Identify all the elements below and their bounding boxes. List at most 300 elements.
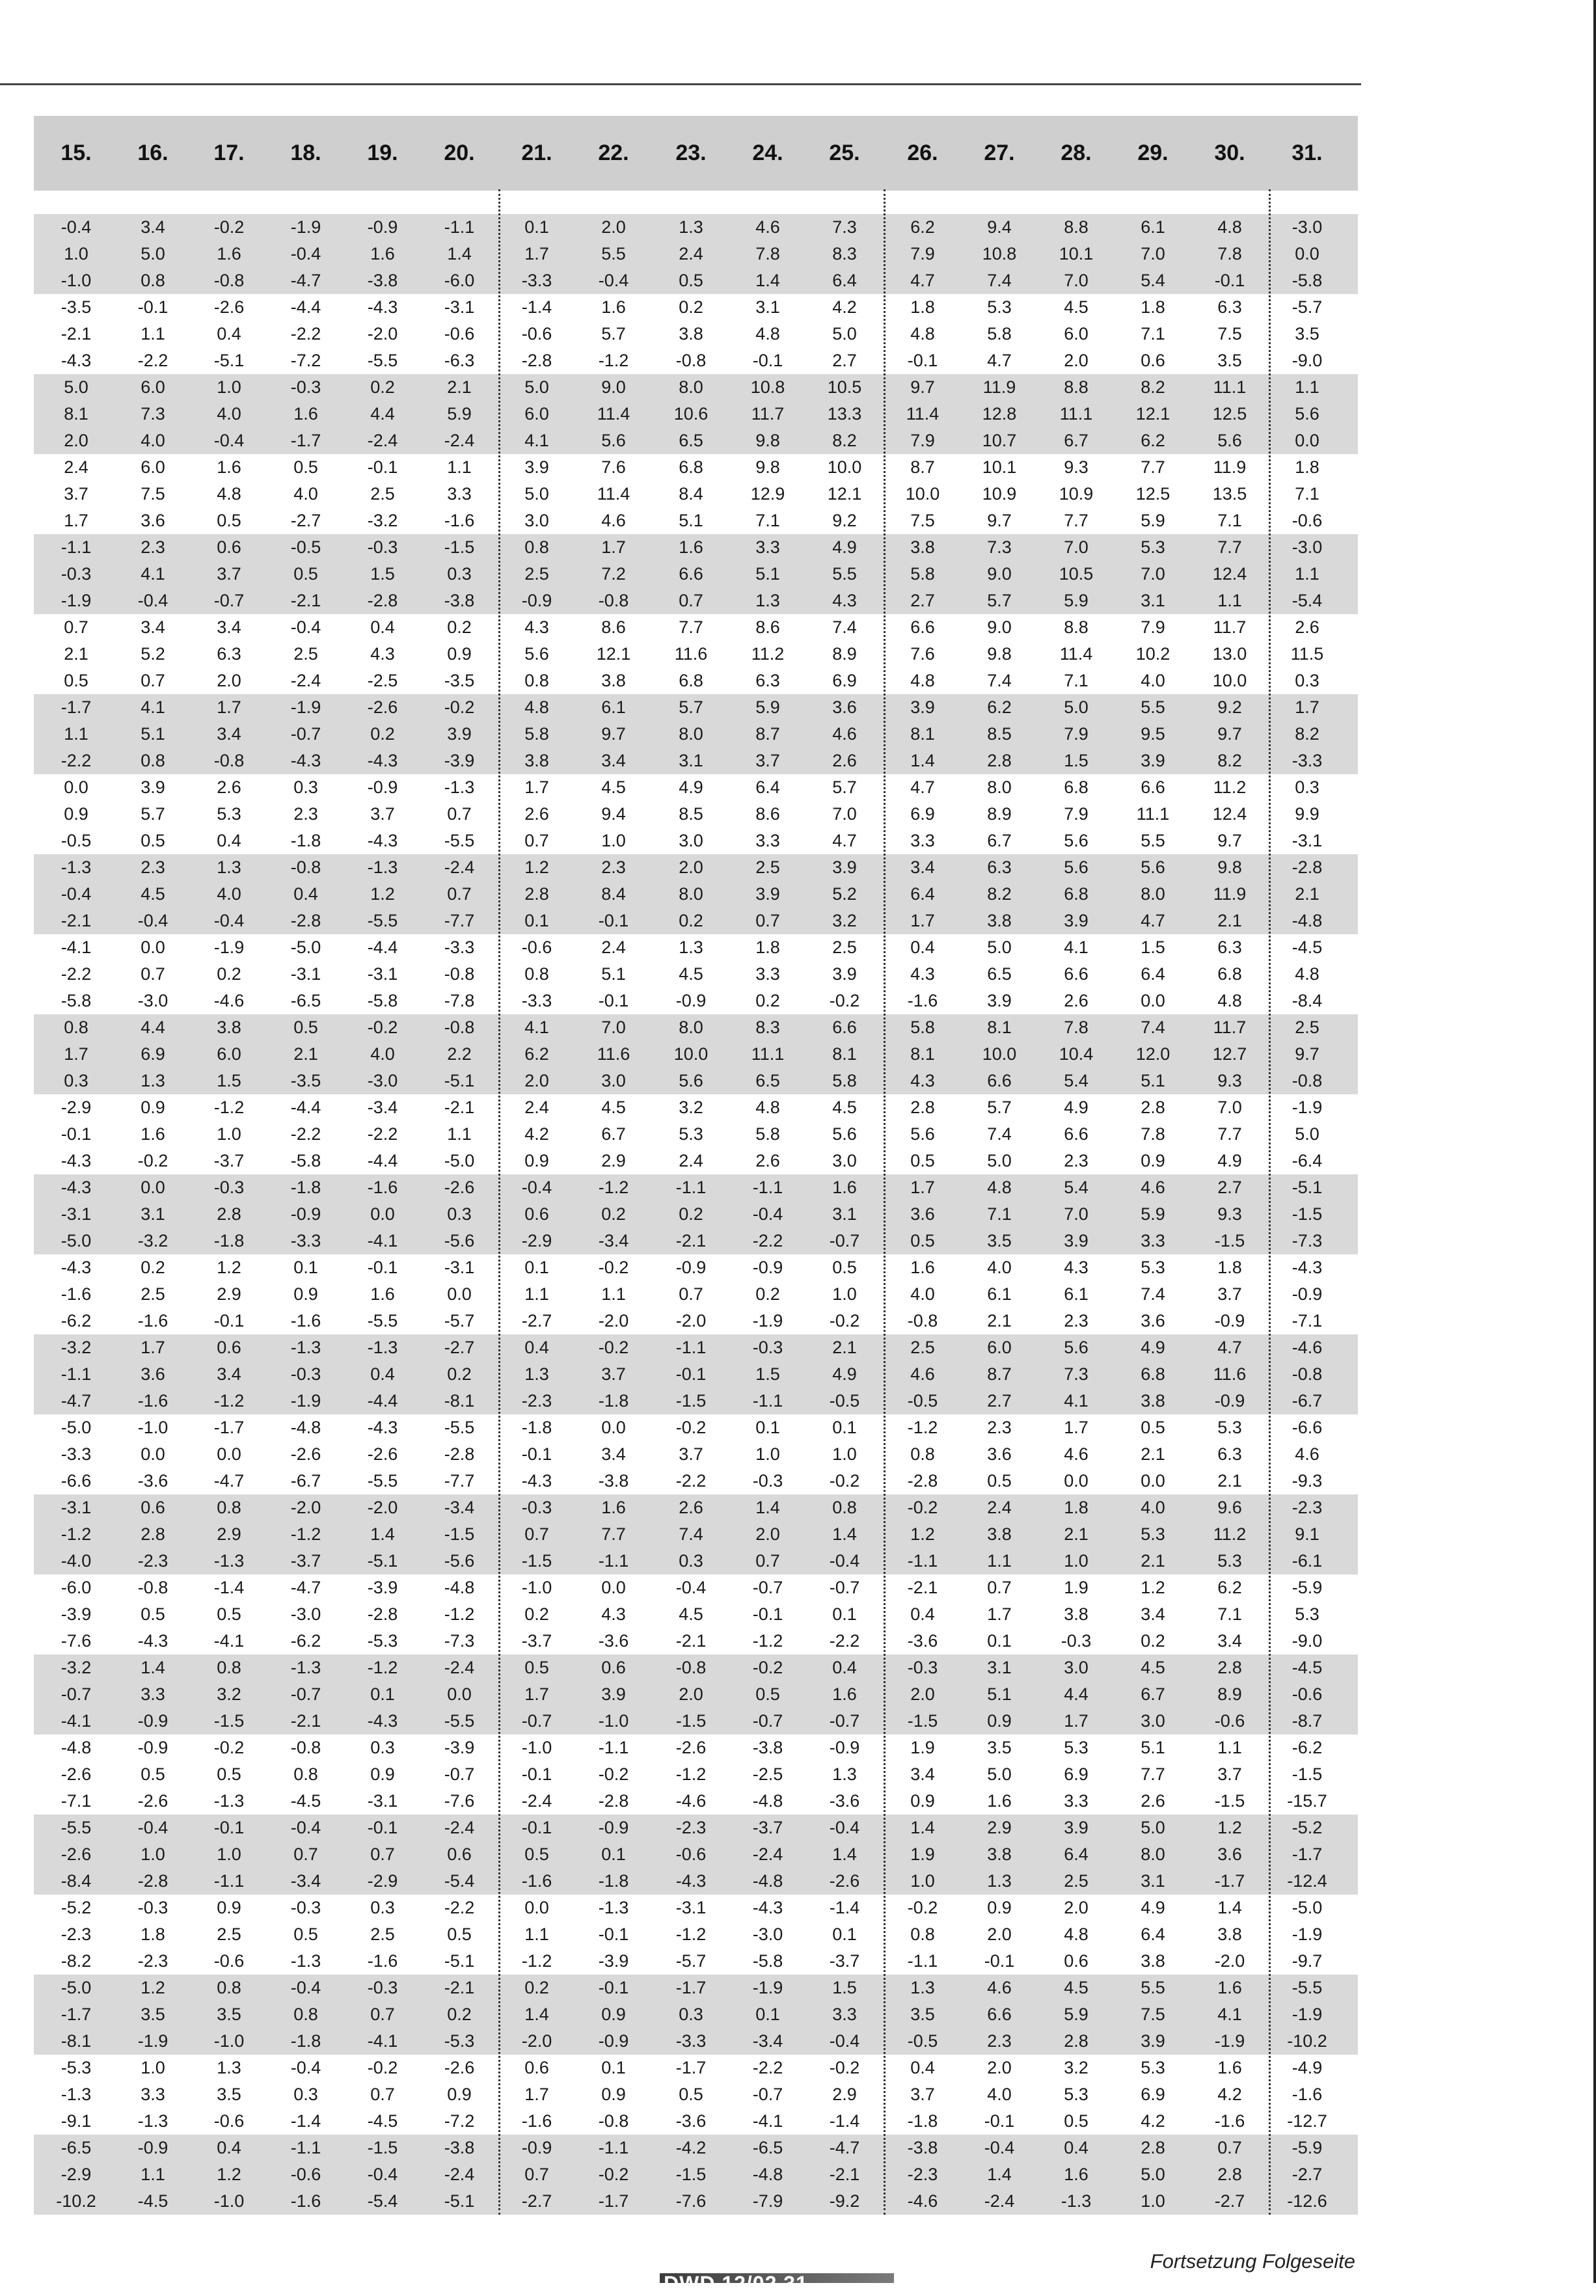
table-cell: 1.5 [1064,751,1089,770]
table-cell: 2.0 [1064,351,1089,370]
table-cell: 8.0 [1141,884,1165,904]
table-cell: 1.6 [832,1178,857,1197]
table-cell: 0.9 [601,2005,626,2024]
table-cell: -0.4 [367,2165,398,2184]
table-cell: 6.6 [987,1071,1012,1090]
table-header [34,116,1358,191]
table-cell: 11.7 [1213,1018,1247,1037]
table-cell: -0.7 [213,591,245,610]
table-cell: 7.3 [1064,1364,1089,1384]
table-cell: 1.6 [987,1791,1012,1811]
table-cell: 4.3 [910,964,935,984]
table-cell: 6.2 [524,1044,549,1064]
table-cell: -0.1 [675,1364,707,1384]
table-cell: 7.8 [755,244,780,263]
table-cell: 0.0 [1141,991,1165,1010]
table-cell: 0.7 [370,1844,395,1864]
table-cell: 0.4 [217,2138,241,2157]
table-cell: 3.1 [141,1204,165,1224]
table-cell: 1.7 [1295,697,1319,717]
table-cell: 8.7 [755,724,780,744]
table-cell: 2.9 [832,2085,857,2104]
table-cell: 8.8 [1064,217,1089,237]
table-cell: 7.6 [601,457,626,477]
table-cell: -0.4 [290,244,321,263]
table-cell: 0.5 [1141,1418,1165,1437]
table-cell: -0.7 [290,724,321,744]
table-cell: 3.1 [987,1658,1012,1677]
table-cell: 0.5 [524,1844,549,1864]
table-cell: 6.7 [1064,431,1089,450]
table-cell: 4.0 [1141,671,1165,690]
table-cell: 4.3 [832,591,857,610]
table-cell: 7.1 [755,511,780,530]
table-cell: 1.3 [524,1364,549,1384]
table-cell: 2.4 [679,1151,703,1170]
table-cell: -0.9 [367,217,398,237]
table-cell: -1.3 [290,1951,321,1971]
table-cell: -1.3 [213,1791,245,1811]
table-cell: 4.7 [1217,1338,1242,1357]
table-cell: -3.1 [367,1791,398,1811]
table-cell: 0.4 [910,2058,935,2077]
table-cell: 0.4 [910,938,935,957]
table-cell: -3.6 [907,1631,938,1651]
table-cell: 0.1 [755,2005,780,2024]
table-cell: 0.5 [524,1658,549,1677]
table-cell: 8.4 [601,884,626,904]
table-cell: 12.7 [1212,1044,1247,1064]
table-cell: 1.4 [755,1498,780,1517]
table-cell: 5.8 [910,1018,935,1037]
table-cell: 3.8 [601,671,626,690]
table-row [34,534,1358,561]
table-cell: 0.9 [370,1764,395,1784]
table-cell: 3.5 [1217,351,1242,370]
table-cell: -2.6 [61,1764,92,1784]
table-cell: -7.6 [444,1791,475,1811]
table-cell: 8.5 [987,724,1012,744]
table-cell: -0.9 [829,1738,860,1757]
table-cell: 3.7 [601,1364,626,1384]
table-cell: -3.1 [61,1498,92,1517]
table-row [34,1761,1358,1788]
table-cell: -2.8 [367,1604,398,1624]
table-cell: 1.5 [217,1071,241,1090]
header-cell: 19. [367,141,398,165]
table-cell: 8.2 [1295,724,1319,744]
table-cell: 9.0 [987,564,1012,584]
table-cell: 1.6 [370,244,395,263]
table-cell: -3.7 [521,1631,552,1651]
table-cell: -0.9 [1292,1284,1323,1304]
table-cell: -7.7 [444,1471,475,1491]
table-cell: 6.4 [910,884,935,904]
table-cell: 0.7 [679,1284,703,1304]
table-row [34,1895,1358,1921]
table-cell: -1.2 [675,1925,707,1944]
table-cell: 3.8 [1064,1604,1089,1624]
table-cell: -0.5 [907,2031,938,2051]
table-cell: -5.0 [61,1231,92,1250]
table-cell: 2.1 [987,1311,1012,1330]
table-cell: -4.7 [290,271,321,290]
table-cell: -4.6 [907,2191,938,2211]
table-cell: 5.4 [1064,1071,1089,1090]
table-cell: 8.6 [601,617,626,637]
table-cell: -4.6 [675,1791,707,1811]
table-cell: 10.9 [1059,484,1094,504]
table-cell: 0.3 [293,2085,318,2104]
table-cell: 3.9 [755,884,780,904]
table-cell: 1.1 [1295,564,1319,584]
table-cell: -1.1 [290,2138,321,2157]
table-cell: 11.9 [1213,457,1247,477]
table-cell: 1.2 [524,858,549,877]
table-row [34,1014,1358,1041]
table-cell: 7.8 [1064,1018,1089,1037]
table-cell: 2.3 [1064,1151,1089,1170]
table-cell: -7.1 [1292,1311,1323,1330]
table-cell: -5.8 [752,1951,783,1971]
table-cell: 1.0 [832,1444,857,1464]
table-cell: 7.8 [1141,1124,1165,1144]
table-row [34,988,1358,1014]
table-cell: 0.7 [64,617,88,637]
table-cell: -3.8 [367,271,398,290]
table-cell: -3.8 [752,1738,783,1757]
table-cell: 9.7 [910,377,935,397]
table-cell: -5.1 [213,351,245,370]
table-cell: -2.1 [444,1978,475,1997]
table-cell: 3.2 [1064,2058,1089,2077]
table-cell: -1.0 [61,271,92,290]
table-row [34,641,1358,668]
table-cell: -2.2 [752,2058,783,2077]
table-cell: 5.4 [1064,1178,1089,1197]
table-cell: 1.3 [679,217,703,237]
table-cell: -8.2 [61,1951,92,1971]
table-cell: 3.2 [679,1098,703,1117]
table-cell: -0.4 [137,591,169,610]
table-cell: 6.9 [910,804,935,824]
table-cell: -0.2 [829,1311,860,1330]
table-cell: -2.2 [675,1471,707,1491]
table-cell: 9.7 [987,511,1012,530]
table-cell: -12.7 [1287,2111,1327,2131]
table-cell: -0.7 [444,1764,475,1784]
table-cell: -0.2 [829,991,860,1010]
table-cell: 1.0 [755,1444,780,1464]
table-cell: -9.0 [1292,351,1323,370]
table-cell: 3.8 [1217,1925,1242,1944]
table-cell: -4.7 [61,1391,92,1411]
table-cell: 2.7 [832,351,857,370]
table-cell: 10.8 [982,244,1017,263]
header-cell: 30. [1214,141,1245,165]
table-cell: -1.8 [290,2031,321,2051]
table-cell: 4.8 [910,324,935,344]
table-cell: -4.4 [367,1151,398,1170]
table-cell: 3.4 [1217,1631,1242,1651]
table-row [34,1174,1358,1201]
table-row [34,908,1358,934]
table-cell: -3.0 [367,1071,398,1090]
table-cell: 5.5 [601,244,626,263]
table-cell: 3.7 [755,751,780,770]
table-cell: 0.1 [524,1258,549,1277]
table-cell: 0.0 [217,1444,241,1464]
table-cell: 0.9 [1141,1151,1165,1170]
table-cell: 2.8 [1141,1098,1165,1117]
table-cell: 5.6 [1064,831,1089,850]
table-row [34,1948,1358,1975]
table-cell: -0.7 [61,1684,92,1704]
table-cell: 3.3 [832,2005,857,2024]
table-cell: -0.7 [290,1684,321,1704]
table-cell: -3.3 [675,2031,707,2051]
table-cell: 10.7 [982,431,1017,450]
table-cell: 0.6 [1141,351,1165,370]
table-cell: -0.4 [213,911,245,930]
table-cell: 3.8 [987,911,1012,930]
table-cell: -1.5 [521,1551,552,1571]
table-cell: -3.0 [1292,217,1323,237]
table-cell: 10.4 [1059,1044,1094,1064]
table-cell: 4.1 [141,564,165,584]
table-cell: 11.1 [1136,804,1170,824]
table-cell: -4.3 [367,831,398,850]
table-cell: -2.6 [290,1444,321,1464]
table-cell: -6.5 [752,2138,783,2157]
table-cell: 0.8 [910,1444,935,1464]
table-cell: 2.5 [370,1925,395,1944]
table-cell: -3.9 [444,1738,475,1757]
table-cell: -1.1 [598,1738,629,1757]
table-cell: -3.1 [444,1258,475,1277]
table-cell: -1.3 [290,1658,321,1677]
table-cell: 3.9 [832,964,857,984]
table-cell: 7.6 [910,644,935,664]
table-cell: -1.1 [598,1551,629,1571]
header-cell: 25. [829,141,860,165]
table-cell: -4.8 [752,1871,783,1891]
table-cell: 0.3 [64,1071,88,1090]
table-row [34,614,1358,641]
table-cell: 8.1 [832,1044,857,1064]
table-cell: -1.9 [752,1311,783,1330]
table-cell: 0.2 [447,2005,472,2024]
table-cell: 3.3 [910,831,935,850]
table-cell: -3.3 [521,991,552,1010]
table-cell: 5.7 [601,324,626,344]
table-cell: -2.6 [444,2058,475,2077]
table-cell: -4.8 [752,1791,783,1811]
table-cell: 5.6 [1295,404,1319,424]
table-cell: 6.6 [679,564,703,584]
table-cell: 2.1 [293,1044,318,1064]
table-cell: 4.2 [832,297,857,317]
table-cell: -4.8 [752,2165,783,2184]
table-cell: 2.6 [1295,617,1319,637]
table-cell: 1.6 [370,1284,395,1304]
table-cell: 1.1 [64,724,88,744]
table-cell: -0.2 [598,1258,629,1277]
table-cell: 0.6 [217,1338,241,1357]
table-cell: -10.2 [56,2191,96,2211]
table-cell: 1.1 [1295,377,1319,397]
table-cell: 12.1 [596,644,631,664]
table-cell: -0.2 [213,217,245,237]
table-cell: -0.3 [61,564,92,584]
table-cell: 2.5 [910,1338,935,1357]
table-cell: 11.1 [1059,404,1093,424]
table-row [34,961,1358,988]
table-cell: -0.2 [829,1471,860,1491]
table-cell: 0.2 [524,1604,549,1624]
table-cell: 5.6 [524,644,549,664]
table-cell: 0.4 [370,1364,395,1384]
table-cell: 0.7 [1217,2138,1242,2157]
table-row [34,774,1358,801]
table-cell: 7.1 [1141,324,1165,344]
table-cell: 5.6 [910,1124,935,1144]
table-cell: -3.3 [444,938,475,957]
table-cell: -2.7 [521,1311,552,1330]
table-cell: 2.1 [1141,1444,1165,1464]
table-cell: 2.1 [64,644,88,664]
table-cell: 6.7 [987,831,1012,850]
table-cell: 5.5 [1141,697,1165,717]
table-cell: 2.5 [217,1925,241,1944]
table-cell: 0.1 [755,1418,780,1437]
table-cell: 0.0 [141,1444,165,1464]
table-cell: 10.0 [905,484,940,504]
table-cell: 6.0 [217,1044,241,1064]
table-cell: -1.5 [675,1391,707,1411]
table-cell: -0.1 [752,351,783,370]
table-cell: 5.3 [1295,1604,1319,1624]
table-cell: 7.7 [1141,457,1165,477]
table-cell: -2.8 [1292,858,1323,877]
table-cell: -5.3 [444,2031,475,2051]
table-cell: -0.3 [752,1471,783,1491]
table-cell: -1.6 [137,1311,169,1330]
table-row [34,1868,1358,1895]
table-cell: 3.3 [755,537,780,557]
table-cell: 4.3 [1064,1258,1089,1277]
table-cell: 2.0 [64,431,88,450]
table-cell: 3.4 [217,724,241,744]
table-cell: 6.7 [1141,1684,1165,1704]
table-cell: 0.3 [370,1898,395,1917]
table-cell: -2.1 [829,2165,860,2184]
table-cell: 0.9 [524,1151,549,1170]
table-cell: 5.9 [1141,511,1165,530]
table-row [34,934,1358,961]
table-cell: 9.2 [832,511,857,530]
table-cell: 1.6 [217,244,241,263]
table-cell: -1.7 [675,2058,707,2077]
table-cell: 1.6 [1064,2165,1089,2184]
table-cell: -0.2 [829,2058,860,2077]
table-cell: -0.5 [290,537,321,557]
table-cell: 0.1 [293,1258,318,1277]
table-row [34,1628,1358,1654]
table-cell: -3.2 [61,1658,92,1677]
table-cell: 7.4 [1141,1018,1165,1037]
column-separator [1269,189,1271,2215]
table-row [34,854,1358,881]
table-cell: 4.0 [293,484,318,504]
table-cell: 0.8 [141,271,165,290]
table-cell: -2.5 [752,1764,783,1784]
table-cell: 6.8 [1064,884,1089,904]
table-cell: 1.1 [447,1124,472,1144]
table-cell: -0.3 [137,1898,169,1917]
table-cell: -1.4 [290,2111,321,2131]
table-cell: -0.3 [290,1898,321,1917]
table-cell: 4.7 [832,831,857,850]
table-cell: -5.2 [61,1898,92,1917]
table-cell: 5.0 [524,377,549,397]
table-cell: 5.3 [1064,1738,1089,1757]
table-cell: -7.6 [675,2191,707,2211]
table-cell: 0.2 [447,617,472,637]
table-cell: 0.5 [293,1925,318,1944]
table-cell: 1.2 [370,884,395,904]
table-cell: -2.7 [1214,2191,1245,2211]
table-cell: 5.1 [141,724,165,744]
table-cell: 1.1 [141,324,165,344]
table-cell: 2.5 [524,564,549,584]
table-cell: -5.7 [675,1951,707,1971]
table-cell: 10.9 [982,484,1017,504]
table-cell: 9.0 [987,617,1012,637]
table-row [34,1841,1358,1868]
table-cell: 6.8 [1064,777,1089,797]
table-cell: -0.4 [521,1178,552,1197]
table-cell: 8.1 [910,1044,935,1064]
table-cell: -0.4 [213,431,245,450]
table-cell: -6.7 [1292,1391,1323,1411]
table-cell: 0.9 [141,1098,165,1117]
table-cell: 3.4 [910,1764,935,1784]
column-separator [498,189,500,2215]
table-cell: 1.9 [910,1738,935,1757]
table-cell: 8.6 [755,617,780,637]
table-cell: 11.7 [1213,617,1247,637]
table-cell: 4.7 [910,777,935,797]
table-cell: -0.4 [598,271,629,290]
table-cell: 9.3 [1217,1071,1242,1090]
table-cell: -6.2 [1292,1738,1323,1757]
table-cell: -0.8 [444,1018,475,1037]
table-row [34,1468,1358,1494]
table-cell: 9.8 [1217,858,1242,877]
table-cell: 4.5 [1064,297,1089,317]
table-cell: -1.3 [598,1898,629,1917]
table-cell: -0.8 [290,1738,321,1757]
table-cell: 3.4 [1141,1604,1165,1624]
table-cell: 0.3 [447,1204,472,1224]
table-cell: -4.3 [61,351,92,370]
table-cell: 3.7 [910,2085,935,2104]
table-cell: -5.4 [367,2191,398,2211]
table-cell: -1.5 [444,1524,475,1544]
table-cell: 3.7 [679,1444,703,1464]
table-cell: -4.5 [1292,1658,1323,1677]
